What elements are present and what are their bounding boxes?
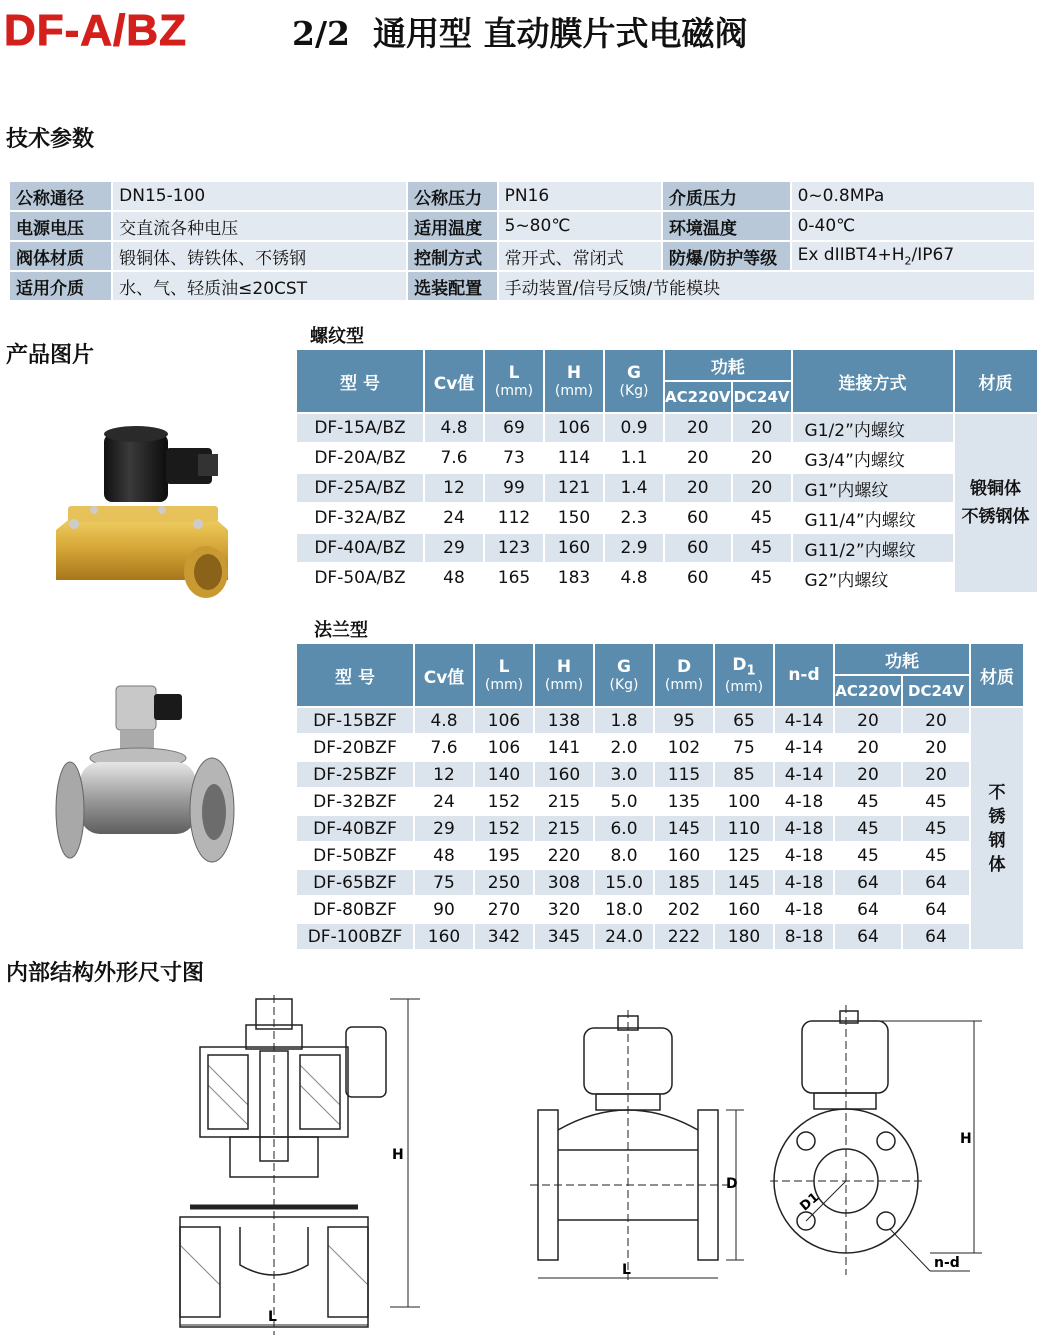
col-power: 功耗 — [835, 644, 969, 674]
value-cell: 4-14 — [775, 762, 833, 787]
model-cell: DF-20BZF — [297, 735, 413, 760]
material-cell: 锻铜体 不锈钢体 — [955, 414, 1037, 592]
value-cell: 85 — [715, 762, 773, 787]
value-cell: 114 — [545, 444, 603, 472]
stainless-flanged-valve-photo — [50, 680, 240, 890]
value-cell: 4-14 — [775, 735, 833, 760]
model-cell: DF-50A/BZ — [297, 564, 423, 592]
table-row — [297, 534, 1037, 562]
value-cell: 99 — [485, 474, 543, 502]
dim-label-L: L — [268, 1309, 277, 1325]
col-nd: n-d — [775, 644, 833, 706]
spec-value: Ex $dIIBT4+H_2/IP67$ — [792, 242, 1034, 270]
section-tech-params: 技术参数 — [6, 127, 95, 152]
value-cell: 8.0 — [595, 843, 653, 868]
value-cell: 183 — [545, 564, 603, 592]
spec-row — [10, 242, 1034, 270]
value-cell: 215 — [535, 816, 593, 841]
spec-key: 环境温度 — [663, 212, 790, 240]
model-cell: DF-20A/BZ — [297, 444, 423, 472]
spec-key: 公称压力 — [408, 182, 497, 210]
value-cell: 100 — [715, 789, 773, 814]
value-cell: 160 — [655, 843, 713, 868]
value-cell: 1.1 — [605, 444, 663, 472]
value-cell: 4-14 — [775, 708, 833, 733]
model-cell: DF-25A/BZ — [297, 474, 423, 502]
value-cell: 4-18 — [775, 816, 833, 841]
value-cell: 4-18 — [775, 789, 833, 814]
value-cell: 150 — [545, 504, 603, 532]
value-cell: 75 — [715, 735, 773, 760]
value-cell: 4.8 — [415, 708, 473, 733]
col-power: 功耗 — [665, 350, 791, 380]
value-cell: 125 — [715, 843, 773, 868]
value-cell: 20 — [835, 735, 901, 760]
value-cell: 138 — [535, 708, 593, 733]
value-cell: 320 — [535, 897, 593, 922]
model-cell: DF-80BZF — [297, 897, 413, 922]
col-dc24v: DC24V — [903, 676, 969, 706]
model-cell: DF-15BZF — [297, 708, 413, 733]
spec-key: 介质压力 — [663, 182, 790, 210]
value-cell: 152 — [475, 789, 533, 814]
table-row — [297, 414, 1037, 442]
model-name: DF-A/BZ — [4, 6, 187, 55]
value-cell: 65 — [715, 708, 773, 733]
value-cell: 202 — [655, 897, 713, 922]
value-cell: 64 — [903, 924, 969, 949]
value-cell: 342 — [475, 924, 533, 949]
spec-value: 手动装置/信号反馈/节能模块 — [499, 272, 1034, 300]
value-cell: 20 — [665, 444, 731, 472]
model-cell: DF-50BZF — [297, 843, 413, 868]
threaded-spec-table — [295, 348, 1039, 594]
spec-row — [10, 272, 1034, 300]
spec-key: 防爆/防护等级 — [663, 242, 790, 270]
value-cell: 29 — [415, 816, 473, 841]
value-cell: 2.0 — [595, 735, 653, 760]
value-cell: 45 — [903, 789, 969, 814]
value-cell: 8-18 — [775, 924, 833, 949]
spec-value: 5~80℃ — [499, 212, 661, 240]
value-cell: 75 — [415, 870, 473, 895]
value-cell: 4-18 — [775, 870, 833, 895]
value-cell: 60 — [665, 534, 731, 562]
value-cell: 6.0 — [595, 816, 653, 841]
value-cell: 102 — [655, 735, 713, 760]
value-cell: 135 — [655, 789, 713, 814]
spec-key: 选装配置 — [408, 272, 497, 300]
value-cell: 106 — [545, 414, 603, 442]
col-H: H (mm) — [545, 350, 603, 412]
spec-key: 公称通径 — [10, 182, 111, 210]
value-cell: 20 — [903, 735, 969, 760]
spec-value: 锻铜体、铸铁体、不锈钢 — [113, 242, 406, 270]
value-cell: 45 — [733, 504, 791, 532]
value-cell: 270 — [475, 897, 533, 922]
table-row — [297, 474, 1037, 502]
dim-label-nd: n-d — [934, 1255, 960, 1271]
value-cell: 160 — [535, 762, 593, 787]
value-cell: 20 — [733, 414, 791, 442]
table-row — [297, 708, 1023, 733]
value-cell: 48 — [415, 843, 473, 868]
spec-key: 适用温度 — [408, 212, 497, 240]
value-cell: 1.8 — [595, 708, 653, 733]
value-cell: G1/2”内螺纹 — [793, 414, 953, 442]
spec-row — [10, 212, 1034, 240]
value-cell: 123 — [485, 534, 543, 562]
value-cell: 160 — [715, 897, 773, 922]
value-cell: 0.9 — [605, 414, 663, 442]
col-model: 型 号 — [297, 644, 413, 706]
dim-label-L-side: L — [622, 1262, 631, 1278]
col-D: D (mm) — [655, 644, 713, 706]
value-cell: 222 — [655, 924, 713, 949]
value-cell: 73 — [485, 444, 543, 472]
spec-row — [10, 182, 1034, 210]
value-cell: 4.8 — [605, 564, 663, 592]
value-cell: 215 — [535, 789, 593, 814]
spec-value: 水、气、轻质油≤20CST — [113, 272, 406, 300]
model-cell: DF-15A/BZ — [297, 414, 423, 442]
value-cell: 48 — [425, 564, 483, 592]
value-cell: 160 — [545, 534, 603, 562]
col-D1: $D_1$ (mm) — [715, 644, 773, 706]
model-cell: DF-32BZF — [297, 789, 413, 814]
value-cell: 1.4 — [605, 474, 663, 502]
col-model: 型 号 — [297, 350, 423, 412]
flanged-front-view-drawing — [770, 1005, 1000, 1290]
spec-table — [8, 180, 1036, 302]
value-cell: 20 — [903, 708, 969, 733]
table-row — [297, 843, 1023, 868]
threaded-type-label: 螺纹型 — [310, 326, 364, 347]
value-cell: 4-18 — [775, 897, 833, 922]
spec-value: 交直流各种电压 — [113, 212, 406, 240]
value-cell: 7.6 — [425, 444, 483, 472]
value-cell: 29 — [425, 534, 483, 562]
value-cell: 145 — [715, 870, 773, 895]
model-cell: DF-32A/BZ — [297, 504, 423, 532]
value-cell: 106 — [475, 708, 533, 733]
value-cell: 64 — [835, 870, 901, 895]
dim-label-D1: D1 — [797, 1190, 823, 1215]
model-cell: DF-40BZF — [297, 816, 413, 841]
model-cell: DF-100BZF — [297, 924, 413, 949]
col-material: 材质 — [971, 644, 1023, 706]
value-cell: G1”内螺纹 — [793, 474, 953, 502]
value-cell: 5.0 — [595, 789, 653, 814]
value-cell: 20 — [903, 762, 969, 787]
model-cell: DF-40A/BZ — [297, 534, 423, 562]
value-cell: 95 — [655, 708, 713, 733]
flanged-side-view-drawing — [530, 1010, 750, 1290]
flanged-spec-table — [295, 642, 1025, 951]
table-row — [297, 444, 1037, 472]
value-cell: 115 — [655, 762, 713, 787]
value-cell: 60 — [665, 564, 731, 592]
value-cell: 64 — [903, 897, 969, 922]
value-cell: 45 — [835, 843, 901, 868]
value-cell: 112 — [485, 504, 543, 532]
value-cell: 250 — [475, 870, 533, 895]
value-cell: 45 — [733, 564, 791, 592]
value-cell: 145 — [655, 816, 713, 841]
value-cell: 165 — [485, 564, 543, 592]
value-cell: 152 — [475, 816, 533, 841]
value-cell: 160 — [415, 924, 473, 949]
brass-valve-photo — [48, 420, 238, 610]
value-cell: 106 — [475, 735, 533, 760]
table-row — [297, 924, 1023, 949]
dim-label-D: D — [726, 1176, 738, 1192]
value-cell: G2”内螺纹 — [793, 564, 953, 592]
section-product-photo: 产品图片 — [6, 343, 95, 368]
col-ac220v: AC220V — [835, 676, 901, 706]
value-cell: 110 — [715, 816, 773, 841]
value-cell: G3/4”内螺纹 — [793, 444, 953, 472]
value-cell: G11/2”内螺纹 — [793, 534, 953, 562]
value-cell: 4.8 — [425, 414, 483, 442]
col-cv: Cv值 — [425, 350, 483, 412]
value-cell: 4-18 — [775, 843, 833, 868]
value-cell: 3.0 — [595, 762, 653, 787]
table-row — [297, 816, 1023, 841]
value-cell: 20 — [733, 474, 791, 502]
col-H: H (mm) — [535, 644, 593, 706]
value-cell: 20 — [665, 414, 731, 442]
value-cell: 20 — [835, 762, 901, 787]
value-cell: 20 — [733, 444, 791, 472]
value-cell: 180 — [715, 924, 773, 949]
spec-key: 电源电压 — [10, 212, 111, 240]
value-cell: 2.9 — [605, 534, 663, 562]
spec-value: 0-40℃ — [792, 212, 1034, 240]
col-material: 材质 — [955, 350, 1037, 412]
value-cell: 45 — [733, 534, 791, 562]
value-cell: 20 — [665, 474, 731, 502]
model-cell: DF-65BZF — [297, 870, 413, 895]
value-cell: 64 — [903, 870, 969, 895]
cross-section-drawing — [170, 995, 430, 1335]
material-cell: 不 锈 钢 体 — [971, 708, 1023, 949]
spec-value: PN16 — [499, 182, 661, 210]
value-cell: 141 — [535, 735, 593, 760]
value-cell: 220 — [535, 843, 593, 868]
col-ac220v: AC220V — [665, 382, 731, 412]
spec-value: DN15-100 — [113, 182, 406, 210]
value-cell: 24.0 — [595, 924, 653, 949]
value-cell: 45 — [835, 816, 901, 841]
value-cell: 64 — [835, 897, 901, 922]
value-cell: 64 — [835, 924, 901, 949]
value-cell: 7.6 — [415, 735, 473, 760]
spec-value: 常开式、常闭式 — [499, 242, 661, 270]
value-cell: 12 — [425, 474, 483, 502]
value-cell: 308 — [535, 870, 593, 895]
col-L: L (mm) — [475, 644, 533, 706]
spec-key: 控制方式 — [408, 242, 497, 270]
col-G: G (Kg) — [595, 644, 653, 706]
value-cell: 2.3 — [605, 504, 663, 532]
table-row — [297, 789, 1023, 814]
value-cell: 90 — [415, 897, 473, 922]
value-cell: 345 — [535, 924, 593, 949]
value-cell: 60 — [665, 504, 731, 532]
value-cell: 195 — [475, 843, 533, 868]
dim-label-H: H — [392, 1147, 404, 1163]
value-cell: 24 — [425, 504, 483, 532]
value-cell: 18.0 — [595, 897, 653, 922]
value-cell: 24 — [415, 789, 473, 814]
value-cell: 20 — [835, 708, 901, 733]
value-cell: 45 — [903, 843, 969, 868]
table-row — [297, 564, 1037, 592]
col-connection: 连接方式 — [793, 350, 953, 412]
col-dc24v: DC24V — [733, 382, 791, 412]
spec-key: 适用介质 — [10, 272, 111, 300]
value-cell: 45 — [835, 789, 901, 814]
flanged-type-label: 法兰型 — [314, 620, 368, 641]
value-cell: 121 — [545, 474, 603, 502]
table-row — [297, 870, 1023, 895]
dim-label-H-front: H — [960, 1131, 972, 1147]
col-cv: Cv值 — [415, 644, 473, 706]
model-cell: DF-25BZF — [297, 762, 413, 787]
value-cell: 45 — [903, 816, 969, 841]
col-L: L (mm) — [485, 350, 543, 412]
value-cell: G11/4”内螺纹 — [793, 504, 953, 532]
product-title: 2/2 通用型 直动膜片式电磁阀 — [292, 14, 748, 53]
value-cell: 185 — [655, 870, 713, 895]
value-cell: 15.0 — [595, 870, 653, 895]
value-cell: 69 — [485, 414, 543, 442]
table-row — [297, 735, 1023, 760]
section-dimension-drawing: 内部结构外形尺寸图 — [6, 961, 205, 986]
spec-value: 0~0.8MPa — [792, 182, 1034, 210]
table-row — [297, 762, 1023, 787]
value-cell: 12 — [415, 762, 473, 787]
table-row — [297, 504, 1037, 532]
col-G: G (Kg) — [605, 350, 663, 412]
table-row — [297, 897, 1023, 922]
spec-key: 阀体材质 — [10, 242, 111, 270]
value-cell: 140 — [475, 762, 533, 787]
